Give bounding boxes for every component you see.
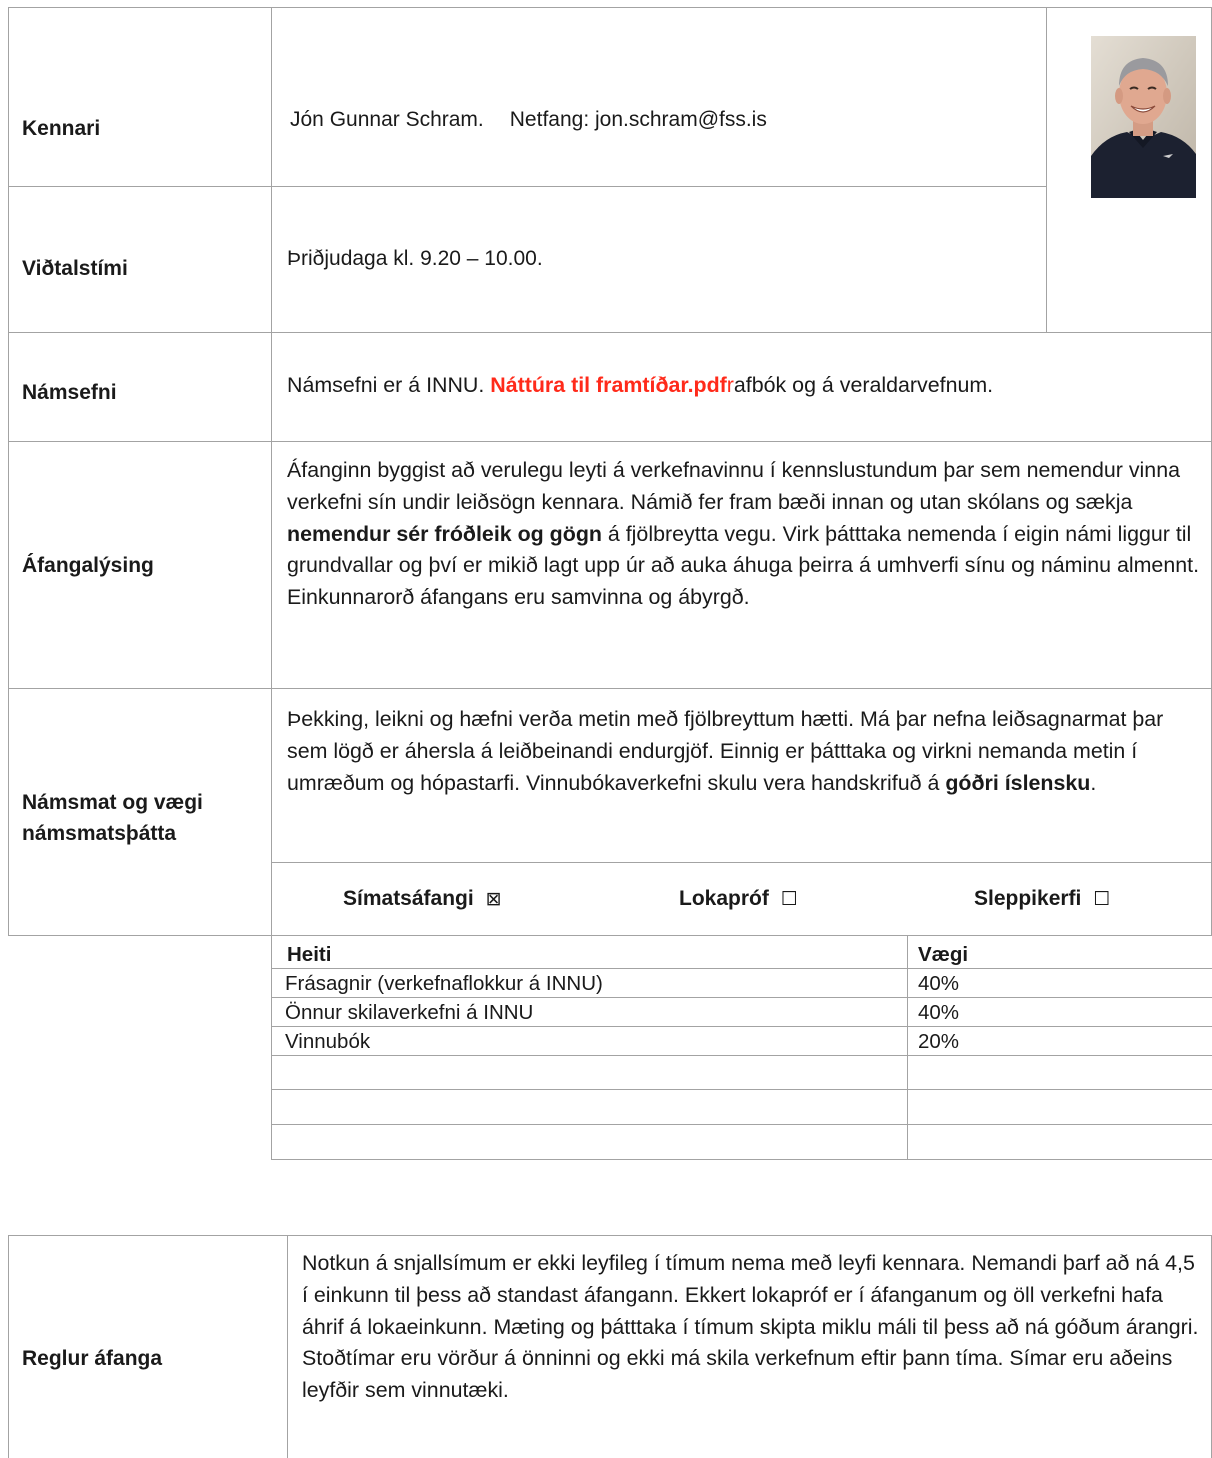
assessment-part: Þekking, leikni og hæfni verða metin með fjölbreyttum hætti. Má þar nefna leiðsagnarmat þar sem lögð er áhersla á leiðbeinandi endurgjöf. Einnig er þátttaka og virkni nemanda metin í umræðum og hópastarfi. Vinnubókaverkefni skulu vera handskrifuð á [287, 707, 1164, 795]
checkbox-empty-icon[interactable]: ☐ [1093, 888, 1111, 910]
weights-row-name: Frásagnir (verkefnaflokkur á INNU) [285, 972, 603, 995]
teacher-photo [1091, 36, 1196, 198]
assessment-text [287, 704, 1202, 799]
rules-border [8, 1235, 9, 1458]
table-border [8, 186, 1046, 187]
table-border [8, 7, 1212, 8]
table-border [271, 7, 272, 935]
option-label: Sleppikerfi [974, 887, 1082, 910]
option-lokaprof[interactable] [679, 887, 798, 911]
weights-border [271, 1089, 1212, 1090]
description-part: á fjölbreytta vegu. Virk þátttaka nemenda í eigin námi liggur til grundvallar og því er mikið lagt upp úr að auka áhuga þeirra á umhverfi sínu og náminu almennt. Einkunnarorð áfangans eru samvinna og ábyrgð. [287, 521, 1200, 610]
option-sleppikerfi[interactable] [974, 887, 1110, 911]
teacher-email: Netfang: jon.schram@fss.is [509, 108, 767, 131]
weights-row-name: Vinnubók [285, 1030, 371, 1053]
checkbox-checked-icon[interactable]: ⊠ [485, 888, 502, 910]
option-label: Lokapróf [679, 887, 769, 910]
assessment-label-line: Námsmat og vægi [22, 791, 203, 814]
description-text [287, 455, 1202, 614]
materials-book-title: Náttúra til framtíðar.pdf [490, 373, 727, 397]
weights-row-name: Önnur skilaverkefni á INNU [285, 1001, 534, 1024]
teacher-name: Jón Gunnar Schram. [290, 108, 484, 131]
materials-label: Námsefni [22, 381, 117, 404]
weights-border [907, 935, 908, 1159]
weights-border [271, 968, 1212, 969]
weights-border [271, 1055, 1212, 1056]
rules-text: Notkun á snjallsímum er ekki leyfileg í tímum nema með leyfi kennara. Nemandi þarf að ná 4,5 í einkunn til þess að standast áfangann. Ekkert lokapróf er í áfanganum og öll verkefni hafa áhrif á lokaeinkunn. Mæting og þátttaka í tímum skipta miklu máli til þess að ná góðum árangri. Stoðtímar eru vörður á önninni og ekki má skila verkefnum eftir þann tíma. Símar eru aðeins leyfðir sem vinnutæki. [302, 1251, 1199, 1403]
assessment-part: . [1090, 770, 1097, 795]
weights-header-weight: Vægi [918, 943, 969, 966]
option-label: Símatsáfangi [343, 887, 474, 910]
materials-text-end: afbók og á veraldarvefnum. [733, 373, 994, 397]
materials-text: Námsefni er á INNU. [287, 373, 491, 397]
teacher-label: Kennari [22, 117, 101, 140]
office-hours-label: Viðtalstími [22, 257, 128, 280]
rules-label: Reglur áfanga [22, 1347, 163, 1370]
weights-border [271, 1124, 1212, 1125]
table-border [8, 441, 1212, 442]
weights-row-weight: 20% [918, 1030, 960, 1053]
weights-border [271, 997, 1212, 998]
materials-value [287, 368, 993, 402]
description-bold: nemendur sér fróðleik og gögn [287, 521, 602, 546]
table-border [1046, 7, 1047, 332]
rules-border [287, 1235, 288, 1458]
table-border [271, 862, 1212, 863]
weights-border [271, 1026, 1212, 1027]
weights-row-weight: 40% [918, 1001, 960, 1024]
table-border [8, 332, 1212, 333]
rules-border [8, 1235, 1212, 1236]
materials-red-letter: r [726, 373, 734, 397]
assessment-label-line: námsmatsþátta [22, 822, 177, 845]
option-simatsafangi[interactable] [343, 887, 502, 911]
office-hours-value: Þriðjudaga kl. 9.20 – 10.00. [287, 247, 543, 270]
table-border [8, 935, 1212, 936]
weights-border [271, 1159, 1212, 1160]
checkbox-empty-icon[interactable]: ☐ [780, 888, 798, 910]
weights-row-weight: 40% [918, 972, 960, 995]
description-label: Áfangalýsing [22, 554, 154, 577]
table-border [8, 688, 1212, 689]
assessment-label [22, 787, 203, 849]
description-part: Áfanginn byggist að verulegu leyti á verkefnavinnu í kennslustundum þar sem nemendur vinna verkefni sín undir leiðsögn kennara. Námið fer fram bæði innan og utan skólans og sækja [287, 458, 1180, 514]
weights-header-name: Heiti [287, 943, 332, 966]
weights-border [271, 935, 272, 1159]
table-border [8, 7, 9, 935]
assessment-bold: góðri íslensku [945, 770, 1091, 795]
teacher-info [290, 103, 767, 137]
